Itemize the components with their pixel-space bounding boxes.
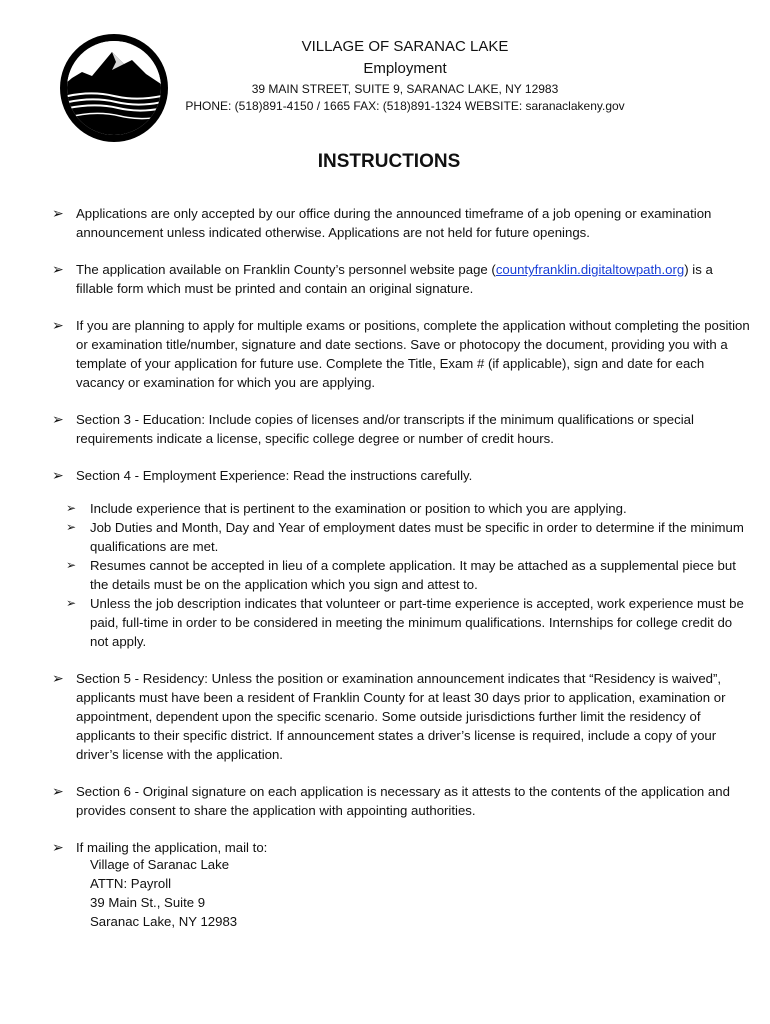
- sub-item: [52, 556, 752, 594]
- arrow-bullet-icon: ➢: [66, 596, 77, 610]
- address-line: ATTN: Payroll: [90, 876, 172, 891]
- instruction-text: Section 5 - Residency: Unless the position or examination announcement indicates that “Residency is waived”, applicants must have been a resident of Franklin County for at least 30 days prior to application, examination or appointment, dependent upon the specific scenario. Some outside jurisdictions further limit the residency of applicants to their specific district. If announcement states a driver’s license is required, include a copy of your driver’s license with the application.: [76, 671, 726, 762]
- arrow-bullet-icon: ➢: [52, 411, 64, 427]
- arrow-bullet-icon: ➢: [66, 520, 77, 534]
- arrow-bullet-icon: ➢: [52, 783, 64, 799]
- sub-item: [52, 594, 752, 651]
- mailing-address: [76, 855, 752, 931]
- instruction-item: [52, 260, 752, 298]
- arrow-bullet-icon: ➢: [52, 839, 64, 855]
- page-title: INSTRUCTIONS: [317, 151, 461, 172]
- village-logo: [58, 32, 170, 144]
- instruction-text: If mailing the application, mail to:: [76, 840, 268, 855]
- sub-item-text: Job Duties and Month, Day and Year of employment dates must be specific in order to determine if the minimum qualifications are met.: [90, 520, 744, 554]
- department: Employment: [363, 60, 447, 77]
- arrow-bullet-icon: ➢: [52, 467, 64, 483]
- instruction-text: ) is a fillable form which must be printed and contain an original signature.: [76, 262, 713, 296]
- org-contact: PHONE: (518)891-4150 / 1665 FAX: (518)891-1324 WEBSITE: saranaclakeny.gov: [185, 99, 625, 113]
- county-website-link[interactable]: countyfranklin.digitaltowpath.org: [495, 262, 685, 277]
- arrow-bullet-icon: ➢: [66, 501, 77, 515]
- instruction-item: [52, 782, 752, 820]
- sub-item: [52, 518, 752, 556]
- arrow-bullet-icon: ➢: [52, 317, 64, 333]
- arrow-bullet-icon: ➢: [52, 261, 64, 277]
- instruction-text: Section 6 - Original signature on each application is necessary as it attests to the contents of the application and provides consent to share the application with appointing authorities.: [76, 784, 730, 818]
- sub-item: [52, 499, 752, 518]
- org-address: 39 MAIN STREET, SUITE 9, SARANAC LAKE, NY 12983: [251, 82, 559, 96]
- instruction-item: [52, 466, 752, 485]
- instruction-item: [52, 316, 752, 392]
- instruction-text: The application available on Franklin County’s personnel website page (: [76, 262, 496, 277]
- address-line: Saranac Lake, NY 12983: [90, 914, 238, 929]
- sub-item-text: Include experience that is pertinent to the examination or position to which you are applying.: [90, 501, 627, 516]
- address-line: Village of Saranac Lake: [90, 857, 230, 872]
- instruction-item: [52, 410, 752, 448]
- address-line: 39 Main St., Suite 9: [90, 895, 206, 910]
- employment-sublist: [52, 499, 752, 651]
- instructions-list: [52, 204, 752, 931]
- arrow-bullet-icon: ➢: [52, 205, 64, 221]
- arrow-bullet-icon: ➢: [52, 670, 64, 686]
- instruction-text: Applications are only accepted by our office during the announced timeframe of a job opening or examination announcement unless indicated otherwise. Applications are not held for future openings.: [76, 206, 712, 240]
- instruction-item: [52, 669, 752, 764]
- arrow-bullet-icon: ➢: [66, 558, 77, 572]
- instruction-text: Section 4 - Employment Experience: Read the instructions carefully.: [76, 468, 473, 483]
- org-name: VILLAGE OF SARANAC LAKE: [301, 38, 509, 55]
- instruction-item: [52, 204, 752, 242]
- sub-item-text: Unless the job description indicates that volunteer or part-time experience is accepted, work experience must be paid, full-time in order to be considered in meeting the minimum qualifications. Internships for college credit do not apply.: [90, 596, 744, 649]
- sub-item-text: Resumes cannot be accepted in lieu of a complete application. It may be attached as a supplemental piece but the details must be on the application which you sign and attest to.: [90, 558, 736, 592]
- instruction-item: [52, 838, 752, 931]
- instruction-text: Section 3 - Education: Include copies of licenses and/or transcripts if the minimum qualifications or special requirements indicate a license, specific college degree or number of credit hours.: [76, 412, 694, 446]
- instruction-text: If you are planning to apply for multiple exams or positions, complete the application without completing the position or examination title/number, signature and date sections. Save or photocopy the document, providing you with a template of your application for future use. Complete the Title, Exam # (if applicable), sign and date for each vacancy or examination for which you are applying.: [76, 318, 750, 390]
